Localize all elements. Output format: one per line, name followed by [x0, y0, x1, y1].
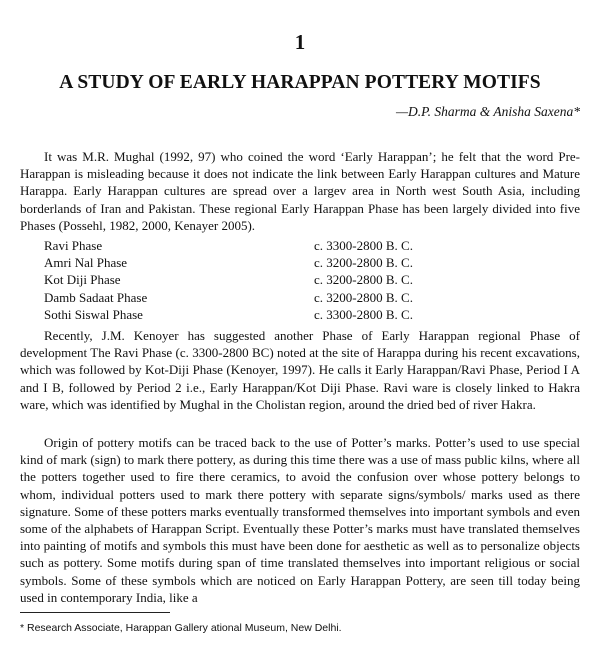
paragraph-intro: It was M.R. Mughal (1992, 97) who coined the word ‘Early Harappan’; he felt that the word Pre-Harappan is misleading because it does not indicate the link between Early Harappan cultures and Mature Harappa. Early Harappan cultures are spread over a largev area in North west South Asia, including borderlands of Iran and Pakistan. These regional Early Harappan Phase has been largely divided into five Phases (Possehl, 1982, 2000, Kenayer 2005). [20, 149, 580, 233]
footnote: * Research Associate, Harappan Gallery ational Museum, New Delhi. [20, 622, 342, 634]
phase-row [44, 271, 464, 288]
phase-name: Damb Sadaat Phase [44, 289, 148, 305]
author-line: —D.P. Sharma & Anisha Saxena* [395, 104, 580, 119]
chapter-number: 1 [294, 30, 306, 54]
paragraph-origin: Origin of pottery motifs can be traced back to the use of Potter’s marks. Potter’s used to use special kind of mark (sign) to mark there pottery, as during this time there was a use of mass public kilns, where all the potters together used to fire there ceramics, to avoid the confusion over whose pottery belongs to whom, individual potters used to mark there pottery with separate signs/symbols/ marks used as there signature. Some of these potters marks eventually transformed themselves into important symbols and even some of the alphabets of Harappan Script. Eventually these Potter’s marks must have translated themselves into painting of motifs and symbols this must have been done for aesthetic as well as to personalize objects such as pottery. Some motifs during span of time translated themselves into important religious or social symbols. Some of these symbols which are noticed on Early Harappan Pottery, are seen till today being used in contemporary India, like a [20, 435, 580, 605]
phase-row [44, 306, 464, 323]
phase-name: Kot Diji Phase [44, 272, 121, 288]
phase-date: c. 3200-2800 B. C. [314, 289, 413, 305]
phase-row [44, 289, 464, 306]
paragraph-kenoyer: Recently, J.M. Kenoyer has suggested another Phase of Early Harappan regional Phase of development The Ravi Phase (c. 3300-2800 BC) noted at the site of Harappa during his recent excavations, which was followed by Kot-Diji Phase (Kenoyer, 1997). He calls it Early Harappan/Ravi Phase, Period I A and I B, followed by Period 2 i.e., Early Harappan/Kot Diji Phase. Ravi ware is closely linked to Hakra ware, which was identified by Mughal in the Cholistan region, around the dried bed of river Hakra. [20, 328, 580, 412]
phase-row [44, 254, 464, 271]
phase-date: c. 3300-2800 B. C. [314, 306, 413, 322]
phase-list [44, 237, 464, 323]
phase-row [44, 237, 464, 254]
phase-name: Ravi Phase [44, 238, 103, 253]
phase-date: c. 3200-2800 B. C. [314, 272, 413, 288]
phase-name: Sothi Siswal Phase [44, 306, 143, 322]
phase-date: c. 3200-2800 B. C. [314, 255, 413, 271]
chapter-title: A STUDY OF EARLY HARAPPAN POTTERY MOTIFS [59, 72, 541, 93]
footnote-divider [20, 612, 170, 613]
phase-name: Amri Nal Phase [44, 255, 128, 271]
phase-date: c. 3300-2800 B. C. [314, 238, 413, 253]
